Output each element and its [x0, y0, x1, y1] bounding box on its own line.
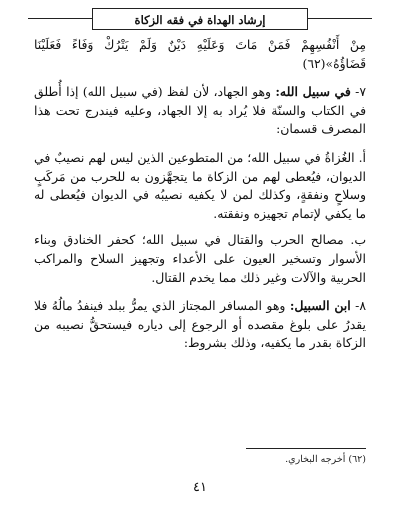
item-number: ٨- [355, 298, 366, 314]
item-number: ٧- [355, 84, 366, 100]
footnote-62: (٦٢) أخرجه البخاري. [285, 454, 366, 465]
header-rule-right [308, 18, 372, 19]
item-description: وهو الجهاد، لأن لفظ (في سبيل الله) إذا أُطلق في الكتاب والسنّة فلا يُراد به إلا الجهاد، وعليه فيندرج تحت هذا المصرف قسمان: [34, 84, 366, 137]
subsection-b: ب. مصالح الحرب والقتال في سبيل الله؛ كحفر الخنادق وبناء الأسوار وتسخير العيون على الأعداء وتجهيز السلاح والمراكب الحربية والآلات وغير ذلك مما يخدم القتال. [34, 232, 366, 285]
running-header [28, 8, 372, 30]
page-number: ٤١ [193, 480, 207, 495]
footnotes [34, 448, 366, 466]
item-description: وهو المسافر المجتاز الذي يمرُّ ببلد فينفدُ مالُهُ فلا يقدرُ على بلوغ مقصده أو الرجوع إلى دياره فيستحقُّ نصيبه من الزكاة بقدر ما يكفيه، وذلك بشروط: [34, 298, 366, 351]
item-ibn-sabil [34, 297, 366, 353]
hadith-continuation [34, 36, 366, 73]
item-term: ابن السبيل: [289, 298, 351, 314]
header-rule-left [28, 18, 92, 19]
hadith-text: مِنْ أَنْفُسِهِمْ فَمَنْ مَاتَ وَعَلَيْهِ دَيْنٌ وَلَمْ يَتْرُكْ وَفَاءً فَعَلَيْنَا قَضَاؤُهُ» [34, 37, 366, 71]
footnote-separator [246, 448, 366, 449]
header-frame [92, 8, 308, 30]
book-title: إرشاد الهداة في فقه الزكاة [134, 13, 266, 27]
item-fi-sabilillah [34, 83, 366, 139]
footnote-reference: (٦٢) [302, 55, 326, 71]
item-term: في سبيل الله: [275, 84, 351, 100]
subsection-a: أ. الغُزاةُ في سبيل الله؛ من المتطوعين الذين ليس لهم نصيبٌ في الديوان، فيُعطى لهم من الزكاة ما يتجهَّزون به للحرب من مَركَبٍ وسلاحٍ ونفقةٍ، وكذلك لمن لا يكفيه نصيبُه في الديوان فيُعطى له ما يكفي لإتمام تجهيزه ونفقته. [34, 149, 366, 221]
body-text [34, 36, 366, 353]
